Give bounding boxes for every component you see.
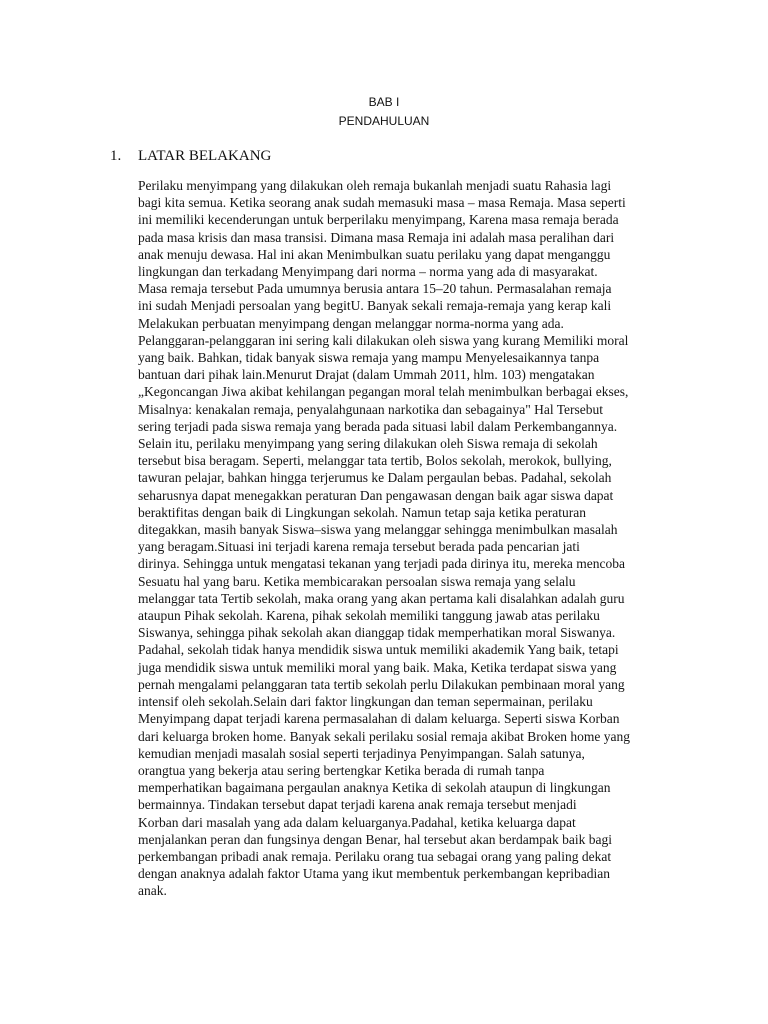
paragraph-line: seharusnya dapat menegakkan peraturan Dan pengawasan dengan baik agar siswa dapat bbox=[138, 487, 614, 503]
paragraph-line: orangtua yang bekerja atau sering bertengkar Ketika berada di rumah tanpa bbox=[138, 762, 545, 778]
chapter-number: BAB I bbox=[368, 95, 400, 109]
paragraph-line: yang baik. Bahkan, tidak banyak siswa remaja yang mampu Menyelesaikannya tanpa bbox=[138, 350, 600, 366]
paragraph-line: bermainnya. Tindakan tersebut dapat terjadi karena anak remaja tersebut menjadi bbox=[138, 797, 577, 813]
paragraph-line: bantuan dari pihak lain.Menurut Drajat (dalam Ummah 2011, hlm. 103) mengatakan bbox=[138, 367, 595, 383]
paragraph-line: Perilaku menyimpang yang dilakukan oleh remaja bukanlah menjadi suatu Rahasia lagi bbox=[138, 178, 612, 193]
paragraph-line: beraktifitas dengan baik di Lingkungan sekolah. Namun tetap saja ketika peraturan bbox=[138, 504, 586, 520]
paragraph-line: Pelanggaran-pelanggaran ini sering kali dilakukan oleh siswa yang kurang Memiliki moral bbox=[138, 332, 629, 348]
paragraph-line: kemudian menjadi masalah sosial seperti terjadinya Penyimpangan. Salah satunya, bbox=[138, 745, 585, 761]
paragraph-line: intensif oleh sekolah.Selain dari faktor lingkungan dan teman sepermainan, perilaku bbox=[138, 694, 593, 710]
paragraph-line: lingkungan dan terkadang Menyimpang dari norma – norma yang ada di masyarakat. bbox=[138, 264, 598, 280]
paragraph-line: dengan anaknya adalah faktor Utama yang ikut membentuk perkembangan kepribadian bbox=[138, 866, 610, 882]
paragraph-line: ditegakkan, masih banyak Siswa–siswa yang melanggar sehingga menimbulkan masalah bbox=[138, 522, 618, 538]
paragraph-line: tersebut bisa beragam. Seperti, melanggar tata tertib, Bolos sekolah, merokok, bullying, bbox=[138, 453, 612, 469]
paragraph-line: Misalnya: kenakalan remaja, penyalahgunaan narkotika dan sebagainya" Hal Tersebut bbox=[138, 401, 604, 417]
paragraph-line: ataupun Pihak sekolah. Karena, pihak sekolah memiliki tanggung jawab atas perilaku bbox=[138, 608, 600, 624]
paragraph-line: menjalankan peran dan fungsinya dengan Benar, hal tersebut akan berdampak baik bagi bbox=[138, 831, 613, 847]
paragraph-line: anak menuju dewasa. Hal ini akan Menimbulkan suatu perilaku yang dapat menganggu bbox=[138, 246, 611, 262]
section-title: LATAR BELAKANG bbox=[138, 148, 272, 164]
paragraph-line: memperhatikan bagaimana pergaulan anaknya Ketika di sekolah ataupun di lingkungan bbox=[138, 780, 611, 796]
paragraph-line: bagi kita semua. Ketika seorang anak sudah memasuki masa – masa Remaja. Masa seperti bbox=[138, 195, 626, 211]
body-paragraph bbox=[138, 177, 683, 900]
paragraph-line: yang beragam.Situasi ini terjadi karena remaja tersebut berada pada pencarian jati bbox=[138, 539, 580, 555]
paragraph-line: perkembangan pribadi anak remaja. Perilaku orang tua sebagai orang yang paling dekat bbox=[138, 848, 612, 864]
paragraph-line: dari keluarga broken home. Banyak sekali perilaku sosial remaja akibat Broken home yang bbox=[138, 728, 630, 744]
paragraph-line: Melakukan perbuatan menyimpang dengan melanggar norma-norma yang ada. bbox=[138, 315, 564, 331]
section-number: 1. bbox=[110, 148, 122, 164]
paragraph-line: Siswanya, sehingga pihak sekolah akan dianggap tidak memperhatikan moral Siswanya. bbox=[138, 625, 616, 641]
paragraph-line: Sesuatu hal yang baru. Ketika membicarakan persoalan siswa remaja yang selalu bbox=[138, 573, 576, 589]
chapter-title: PENDAHULUAN bbox=[338, 114, 430, 128]
paragraph-line: ini sudah Menjadi persoalan yang begitU. Banyak sekali remaja-remaja yang kerap kali bbox=[138, 298, 612, 314]
paragraph-line: Masa remaja tersebut Pada umumnya berusia antara 15–20 tahun. Permasalahan remaja bbox=[138, 281, 612, 297]
paragraph-line: Padahal, sekolah tidak hanya mendidik siswa untuk memiliki akademik Yang baik, tetapi bbox=[138, 642, 619, 658]
paragraph-line: melanggar tata Tertib sekolah, maka orang yang akan pertama kali disalahkan adalah guru bbox=[138, 590, 625, 606]
paragraph-line: tawuran pelajar, bahkan hingga terjerumus ke Dalam pergaulan bebas. Padahal, sekolah bbox=[138, 470, 612, 486]
paragraph-line: anak. bbox=[138, 883, 167, 899]
paragraph-line: „Kegoncangan Jiwa akibat kehilangan pegangan moral telah menimbulkan berbagai ekses, bbox=[138, 384, 629, 400]
paragraph-line: pernah mengalami pelanggaran tata tertib sekolah perlu Dilakukan pembinaan moral yang bbox=[138, 676, 625, 692]
paragraph-line: Korban dari masalah yang ada dalam keluarganya.Padahal, ketika keluarga dapat bbox=[138, 814, 576, 830]
paragraph-line: Selain itu, perilaku menyimpang yang sering dilakukan oleh Siswa remaja di sekolah bbox=[138, 436, 598, 452]
paragraph-line: dirinya. Sehingga untuk mengatasi tekanan yang terjadi pada dirinya itu, mereka mencoba bbox=[138, 556, 625, 572]
paragraph-line: juga mendidik siswa untuk memiliki moral yang baik. Maka, Ketika terdapat siswa yang bbox=[138, 659, 617, 675]
paragraph-line: pada masa krisis dan masa transisi. Dimana masa Remaja ini adalah masa peralihan dari bbox=[138, 229, 615, 245]
paragraph-line: sering terjadi pada siswa remaja yang berada pada situasi labil dalam Perkembangannya. bbox=[138, 418, 618, 434]
paragraph-line: ini memiliki kecenderungan untuk berperilaku menyimpang, Karena masa remaja berada bbox=[138, 212, 619, 228]
paragraph-line: Menyimpang dapat terjadi karena permasalahan di dalam keluarga. Seperti siswa Korban bbox=[138, 711, 620, 727]
section-heading bbox=[110, 148, 271, 165]
